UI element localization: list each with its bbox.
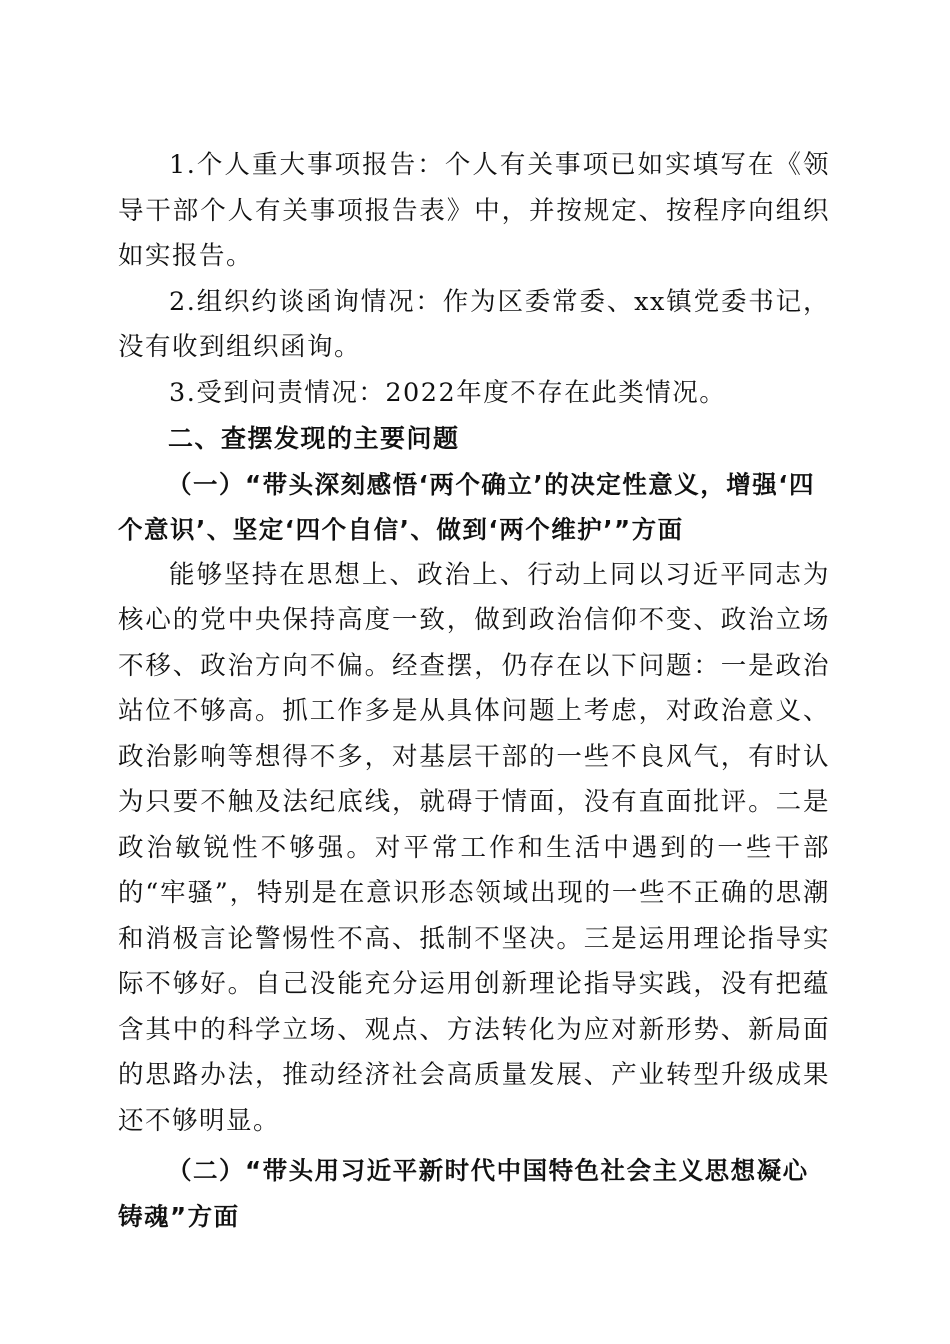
subsection-1-heading: （一）“带头深刻感悟‘两个确立’的决定性意义，增强‘四个意识’、坚定‘四个自信’、做到‘两个维护’”方面	[118, 469, 816, 544]
report-item-3: 3.受到问责情况：2022年度不存在此类情况。	[169, 377, 727, 408]
section-heading: 二、查摆发现的主要问题	[168, 424, 460, 453]
subsection-2-heading: （二）“带头用习近平新时代中国特色社会主义思想凝心铸魂”方面	[118, 1156, 809, 1231]
report-item-2: 2.组织约谈函询情况：作为区委常委、xx镇党委书记，没有收到组织函询。	[118, 286, 830, 362]
subsection-1-body: 能够坚持在思想上、政治上、行动上同以习近平同志为核心的党中央保持高度一致，做到政治信仰不变、政治立场不移、政治方向不偏。经查摆，仍存在以下问题：一是政治站位不够高。抓工作多是从具体问题上考虑，对政治意义、政治影响等想得不多，对基层干部的一些不良风气，有时认为只要不触及法纪底线，就碍于情面，没有直面批评。二是政治敏锐性不够强。对平常工作和生活中遇到的一些干部的“牢骚”，特别是在意识形态领域出现的一些不正确的思潮和消极言论警惕性不高、抵制不坚决。三是运用理论指导实际不够好。自己没能充分运用创新理论指导实践，没有把蕴含其中的科学立场、观点、方法转化为应对新形势、新局面的思路办法，推动经济社会高质量发展、产业转型升级成果还不够明显。	[118, 559, 830, 1136]
document-page	[118, 143, 830, 1239]
report-item-1: 1.个人重大事项报告：个人有关事项已如实填写在《领导干部个人有关事项报告表》中，并按规定、按程序向组织如实报告。	[118, 150, 830, 271]
